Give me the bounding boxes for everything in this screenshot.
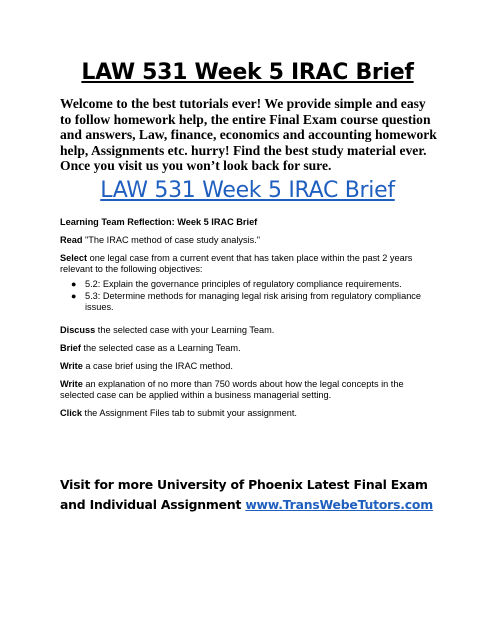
bullet-icon: ● — [71, 279, 77, 289]
discuss-instruction: Discuss the selected case with your Learning Team. — [60, 325, 275, 335]
title-link[interactable]: LAW 531 Week 5 IRAC Brief — [100, 178, 395, 203]
assignment-section — [60, 217, 440, 426]
brief-instruction: Brief the selected case as a Learning Team. — [60, 343, 241, 353]
objectives-list — [60, 279, 440, 313]
footer-text: Visit for more University of Phoenix Latest Final Exam and Individual Assignment — [60, 477, 428, 512]
write-explanation-instruction: Write an explanation of no more than 750 words about how the legal concepts in the selected case can be applied within a business managerial setting. — [60, 379, 404, 400]
list-item: ● 5.3: Determine methods for managing legal risk arising from regulatory compliance issues. — [71, 291, 422, 312]
page-title: LAW 531 Week 5 IRAC Brief — [81, 60, 414, 85]
intro-paragraph: Welcome to the best tutorials ever! We provide simple and easy to follow homework help, the entire Final Exam course question and answers, Law, finance, economics and accounting homework help, Assignments etc. hurry! Find the best study material ever. Once you visit us you won’t look back for sure. — [60, 96, 437, 173]
list-item: ● 5.2: Explain the governance principles of regulatory compliance requirements. — [71, 279, 402, 289]
footer-promo — [60, 475, 440, 515]
read-instruction: Read "The IRAC method of case study analysis." — [60, 235, 261, 245]
select-instruction: Select one legal case from a current event that has taken place within the past 2 years relevant to the following objectives: — [60, 253, 413, 274]
assignment-heading: Learning Team Reflection: Week 5 IRAC Brief — [60, 217, 258, 227]
bullet-icon: ● — [71, 291, 77, 301]
click-instruction: Click the Assignment Files tab to submit your assignment. — [60, 408, 297, 418]
write-brief-instruction: Write a case brief using the IRAC method. — [60, 361, 233, 371]
footer-link[interactable]: www.TransWebeTutors.com — [245, 497, 433, 512]
